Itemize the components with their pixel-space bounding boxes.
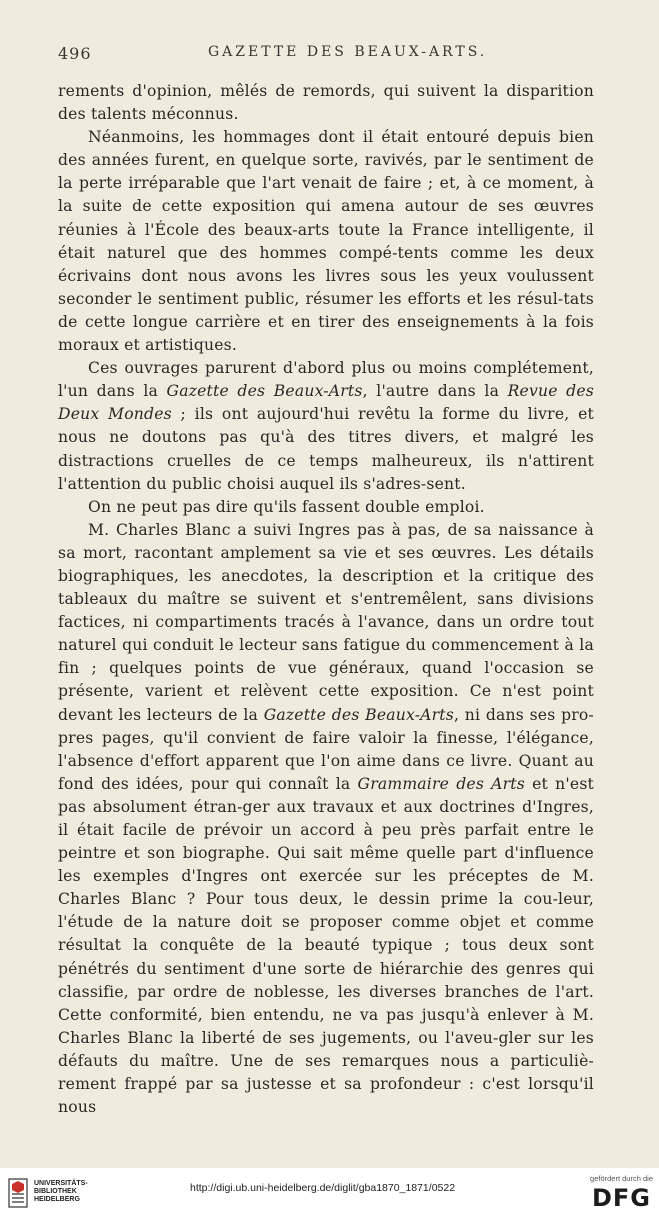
paragraph [58, 496, 594, 519]
text-run: ; ils ont aujourd'hui revêtu la forme du livre, et nous ne doutons pas qu'à des titres divers, et malgré les distractions cruelles de ce temps malheureux, ils n'attirent l'attention du public choisi auquel ils s'adres-sent. [58, 405, 594, 493]
italic-title: Revue des Deux Mondes [58, 382, 594, 424]
permalink-url[interactable]: http://digi.ub.uni-heidelberg.de/diglit/gba1870_1871/0522 [190, 1182, 456, 1194]
paragraph [58, 80, 594, 126]
library-name: UNIVERSITÄTS- BIBLIOTHEK HEIDELBERG [34, 1180, 88, 1203]
text-run: Ces ouvrages parurent d'abord plus ou moins complétement, l'un dans la [58, 359, 594, 401]
text-run: On ne peut pas dire qu'ils fassent double emploi. [88, 497, 485, 516]
library-seal-icon [8, 1178, 28, 1208]
digitization-footer [0, 1168, 659, 1215]
italic-title: Gazette des Beaux-Arts [166, 382, 363, 401]
paragraph [58, 126, 594, 357]
text-run: M. Charles Blanc a suivi Ingres pas à pas, de sa naissance à sa mort, racontant amplement sa vie et ses œuvres. Les détails biographiques, les anecdotes, la description et la critique des tableaux du maître se suivent et s'entremêlent, sans divisions factices, ni compartiments tracés à l'avance, dans un ordre tout naturel qui conduit le lecteur sans fatigue du commencement à la fin ; quelques points de vue généraux, quand l'occasion se présente, varient et relèvent cette exposition. Ce n'est point devant les lecteurs de la [58, 520, 594, 724]
italic-title: Grammaire des Arts [357, 774, 525, 793]
article-body [58, 80, 594, 1119]
text-run: Néanmoins, les hommages dont il était entouré depuis bien des années furent, en quelque sorte, ravivés, par le sentiment de la perte irréparable que l'art venait de faire ; et, à ce moment, à la suite de cette exposition qui amena autour de ses œuvres réunies à l'École des beaux-arts toute la France intelligente, il était naturel que des hommes compé-tents comme les deux écrivains dont nous avons les livres sous les yeux voulussent seconder le sentiment public, résumer les efforts et les résul-tats de cette longue carrière et en tirer des enseignements à la fois moraux et artistiques. [58, 128, 594, 355]
text-run: , l'autre dans la [362, 382, 508, 401]
paragraph [58, 519, 594, 1119]
dfg-logo[interactable]: DFG [591, 1184, 651, 1212]
text-run: , ni dans ses pro-pres pages, qu'il convient de faire valoir la finesse, l'élégance, l'absence d'effort apparent que l'on aime dans ce livre. Quant au fond des idées, pour qui connaît la [58, 705, 594, 793]
library-logo[interactable] [8, 1178, 98, 1208]
text-run: et n'est pas absolument étran-ger aux travaux et aux doctrines d'Ingres, il était facile de prévoir un accord à peu près parfait entre le peintre et son biographe. Qui sait même quelle part d'influence les exemples d'Ingres ont exercée sur les préceptes de M. Charles Blanc ? Pour tous deux, le dessin prime la cou-leur, l'étude de la nature doit se proposer comme objet et comme résultat la conquête de la beauté typique ; tous deux sont pénétrés du sentiment d'une sorte de hiérarchie des genres qui classifie, par ordre de noblesse, les diverses branches de l'art. Cette conformité, bien entendu, ne va pas jusqu'à enlever à M. Charles Blanc la liberté de ses jugements, ou l'aveu-gler sur les défauts du maître. Une de ses remarques nous a particuliè-rement frappé par sa justesse et sa profondeur : c'est lorsqu'il nous [58, 774, 594, 1117]
paragraph [58, 357, 594, 496]
text-run: rements d'opinion, mêlés de remords, qui suivent la disparition des talents méconnus. [58, 82, 594, 124]
page-number: 496 [58, 44, 92, 63]
italic-title: Gazette des Beaux-Arts [263, 705, 454, 724]
running-title: GAZETTE DES BEAUX-ARTS. [208, 44, 488, 60]
funding-note: gefördert durch die [590, 1174, 653, 1183]
page-header [58, 44, 598, 66]
